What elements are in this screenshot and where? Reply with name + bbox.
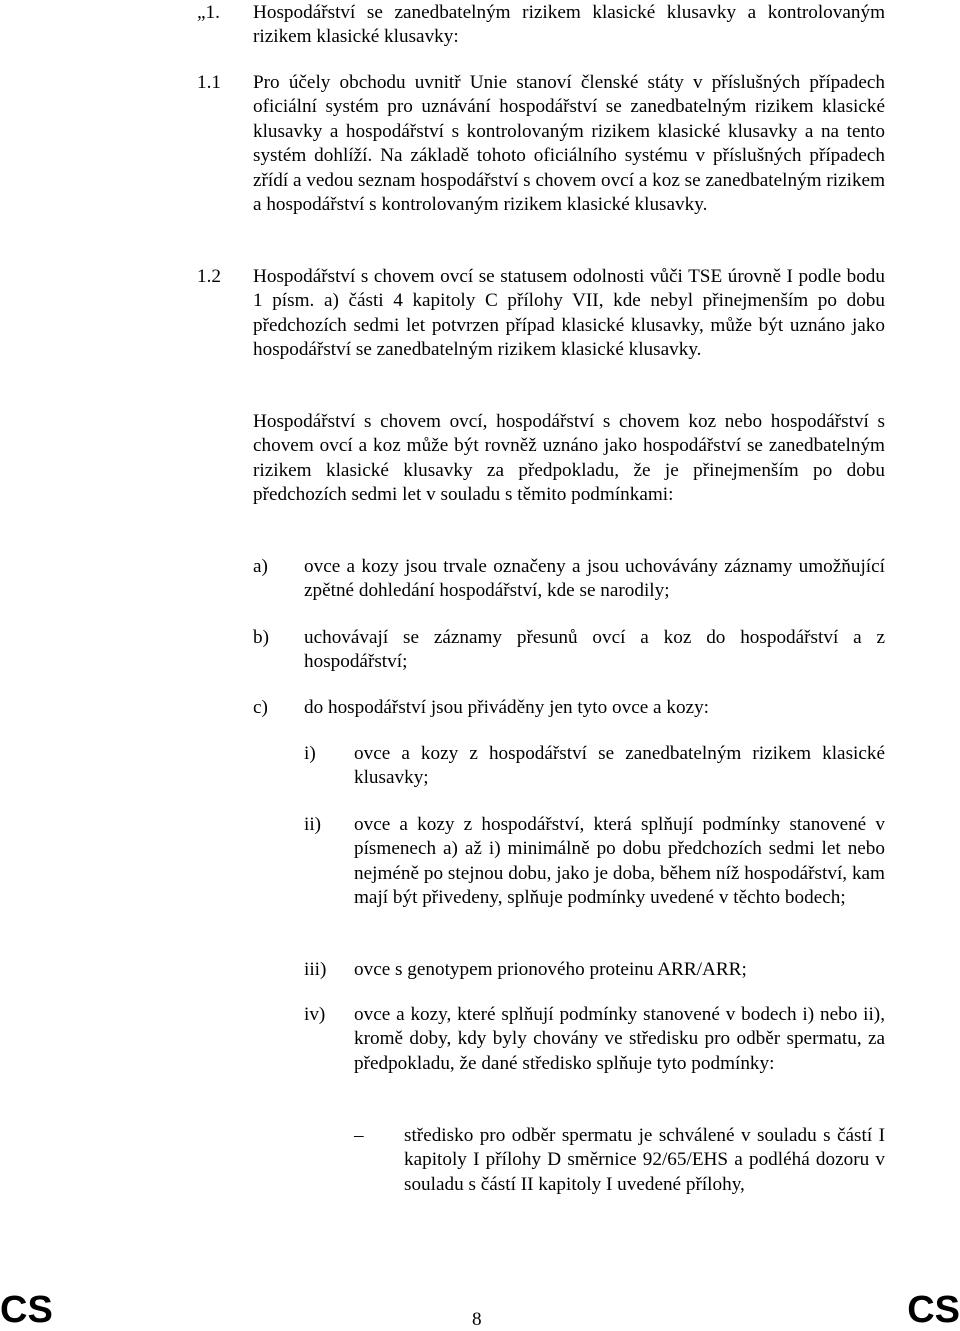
section-1-2-number: 1.2 (197, 266, 221, 287)
subcondition-iv-text: ovce a kozy, které splňují podmínky stanovené v bodech i) nebo ii), kromě doby, kdy byly chovány ve středisku pro odběr spermatu, za předpokladu, že dané středisko splňuje tyto podmínky: (354, 1004, 885, 1074)
subcondition-iii-label: iii) (304, 959, 327, 980)
subcondition-i-label: i) (304, 743, 316, 764)
condition-c-text: do hospodářství jsou přiváděny jen tyto ovce a kozy: (304, 697, 709, 718)
section-1-number: „1. (197, 2, 220, 23)
section-1-1-text: Pro účely obchodu uvnitř Unie stanoví členské státy v příslušných případech oficiální systém pro uznávání hospodářství se zanedbatelným rizikem klasické klusavky a hospodářství s kontrolovaným rizikem klasické klusavky a na tento systém dohlíží. Na základě tohoto oficiálního systému v příslušných případech zřídí a vedou seznam hospodářství s chovem ovcí a koz se zanedbatelným rizikem a hospodářství s kontrolovaným rizikem klasické klusavky. (253, 72, 885, 216)
section-1-heading: Hospodářství se zanedbatelným rizikem klasické klusavky a kontrolovaným rizikem klasické klusavky: (253, 2, 885, 48)
section-1-2-paragraph-2: Hospodářství s chovem ovcí, hospodářství s chovem koz nebo hospodářství s chovem ovcí a koz může být rovněž uznáno jako hospodářství se zanedbatelným rizikem klasické klusavky za předpokladu, že je přinejmenším po dobu předchozích sedmi let v souladu s těmito podmínkami: (253, 411, 885, 506)
condition-c-label: c) (253, 697, 268, 718)
dash-item-text: středisko pro odběr spermatu je schválené v souladu s částí I kapitoly I přílohy D směrnice 92/65/EHS a podléhá dozoru v souladu s částí II kapitoly I uvedené přílohy, (404, 1125, 885, 1195)
footer-language-left: CS (0, 1289, 53, 1331)
subcondition-iii-text: ovce s genotypem prionového proteinu ARR/ARR; (354, 959, 747, 980)
footer-language-right: CS (907, 1289, 960, 1331)
subcondition-iv-label: iv) (304, 1004, 326, 1025)
dash-item-label: – (354, 1125, 364, 1146)
condition-a-label: a) (253, 556, 268, 577)
section-1-1-number: 1.1 (197, 72, 221, 93)
condition-b-text: uchovávají se záznamy přesunů ovcí a koz do hospodářství a z hospodářství; (304, 627, 885, 673)
page-number: 8 (472, 1309, 482, 1330)
subcondition-i-text: ovce a kozy z hospodářství se zanedbatelným rizikem klasické klusavky; (354, 743, 885, 789)
subcondition-ii-label: ii) (304, 814, 322, 835)
section-1-2-text: Hospodářství s chovem ovcí se statusem odolnosti vůči TSE úrovně I podle bodu 1 písm. a) části 4 kapitoly C přílohy VII, kde nebyl přinejmenším po dobu předchozích sedmi let potvrzen případ klasické klusavky, může být uznáno jako hospodářství se zanedbatelným rizikem klasické klusavky. (253, 266, 885, 361)
condition-b-label: b) (253, 627, 269, 648)
subcondition-ii-text: ovce a kozy z hospodářství, která splňují podmínky stanovené v písmenech a) až i) minimálně po dobu předchozích sedmi let nebo nejméně po stejnou dobu, jako je doba, během níž hospodářství, kam mají být přivedeny, splňuje podmínky uvedené v těchto bodech; (354, 814, 885, 909)
condition-a-text: ovce a kozy jsou trvale označeny a jsou uchovávány záznamy umožňující zpětné dohledání hospodářství, kde se narodily; (304, 556, 885, 602)
